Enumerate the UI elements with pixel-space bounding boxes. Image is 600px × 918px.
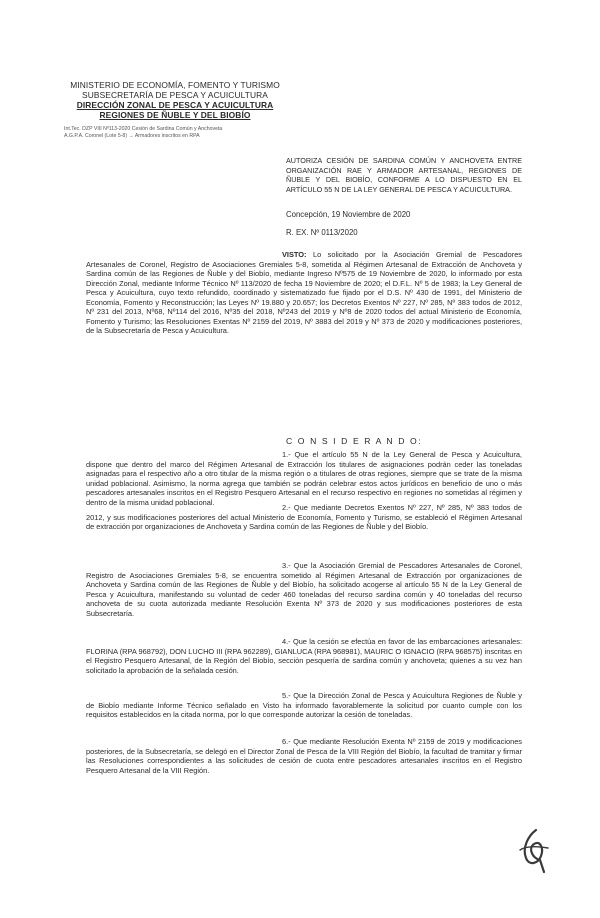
institution-header [60, 80, 290, 120]
visto-label: VISTO: [282, 250, 307, 259]
considerando-title: C O N S I D E R A N D O: [286, 436, 423, 446]
considerando-item: 4.- Que la cesión se efectúa en favor de las embarcaciones artesanales: FLORINA (RPA 968792), DON LUCHO III (RPA 962289), GIANLUCA (RPA 968981), MAURIC O IGNACIO (RPA 968575) inscritas en el Registro Pesquero Artesanal, de la Región del Biobío, sección pesquería de sardina común y anchoveta; quienes a su vez han solicitado la aprobación de la señalada cesión. [86, 637, 522, 675]
considerando-item: 5.- Que la Dirección Zonal de Pesca y Acuicultura Regiones de Ñuble y de Biobío mediante Informe Técnico señalado en Visto ha informado favorablemente la solicitud por cuanto cumple con los requisitos establecidos en la citada norma, por lo que corresponde autorizar la cesión de toneladas. [86, 691, 522, 719]
considerando-item: 3.- Que la Asociación Gremial de Pescadores Artesanales de Coronel, Registro de Asociaciones Gremiales 5-8, se encuentra sometido al Régimen Artesanal de Extracción por organizaciones de Anchoveta y Sardina común de las Regiones de Ñuble y del Biobío, ha solicitado acogerse al artículo 55 N de la Ley General de Pesca y Acuicultura, manifestando su voluntad de ceder 460 toneladas del recurso sardina común y 40 toneladas del recurso anchoveta de su cuota autorizada mediante Resolución Exenta Nº 373 de 2020 y sus modificaciones posteriores de esta Subsecretaría. [86, 561, 522, 618]
ministry-name: MINISTERIO DE ECONOMÍA, FOMENTO Y TURISMO [70, 80, 280, 90]
resolution-subject: AUTORIZA CESIÓN DE SARDINA COMÚN Y ANCHOVETA ENTRE ORGANIZACIÓN RAE Y ARMADOR ARTESANAL, REGIONES DE ÑUBLE Y DEL BIOBÍO, CONFORME A LO DISPUESTO EN EL ARTÍCULO 55 N DE LA LEY GENERAL DE PESCA Y ACUICULTURA. [286, 156, 522, 194]
signature-mark [514, 826, 554, 876]
visto-text: Lo solicitado por la Asociación Gremial de Pescadores Artesanales de Coronel, Registro de Asociaciones Gremiales 5-8, sometida al Régimen Artesanal de Extracción de Anchoveta y Sardina común de las Regiones de Ñuble y del Biobío, mediante Ingreso Nº575 de 19 Noviembre de 2020, lo informado por esta Dirección Zonal, mediante Informe Técnico Nº 113/2020 de fecha 19 Noviembre de 2020; el D.F.L. Nº 5 de 1983; la Ley General de Pesca y Acuicultura, cuyo texto refundido, coordinado y sistematizado fue fijado por el D.S. Nº 430 de 1991, del Ministerio de Economía, Fomento y Reconstrucción; las Leyes Nº 19.880 y 20.657; los Decretos Exentos Nº 227, Nº 285, Nº 383 todos de 2012, Nº 231 del 2013, Nº68, Nº114 del 2016, Nº35 del 2018, Nº243 del 2019 y Nº8 de 2020 todos del actual Ministerio de Economía, Fomento y Turismo; las Resoluciones Exentas Nº 2159 del 2019, Nº 3883 del 2019 y Nº 373 de 2020 y modificaciones posteriores, de la Subsecretaría de Pesca y Acuicultura. [86, 250, 522, 335]
considerando-item: 2.- Que mediante Decretos Exentos Nº 227, Nº 285, Nº 383 todos de 2012, y sus modificaciones posteriores del actual Ministerio de Economía, Fomento y Turismo, se estableció el Régimen Artesanal de extracción por organizaciones de Anchoveta y Sardina común de las Regiones de Ñuble y del Biobío. [86, 503, 522, 531]
considerando-item: 1.- Que el artículo 55 N de la Ley General de Pesca y Acuicultura, dispone que dentro del marco del Régimen Artesanal de Extracción los titulares de asignaciones podrán ceder las toneladas asignadas para el respectivo año a otro titular de la misma región o a titulares de otras regiones, siempre que se trate de la misma unidad poblacional. Asimismo, la norma agrega que también se podrán celebrar estos actos jurídicos en beneficio de uno o más pescadores artesanales inscritos en el Registro Pesquero Artesanal en el recurso respectivo en regiones no sometidas al régimen y dentro de la misma unidad poblacional. [86, 450, 522, 507]
resolution-number: R. EX. Nº 0113/2020 [286, 228, 358, 237]
place-date: Concepción, 19 Noviembre de 2020 [286, 210, 411, 219]
direccion-zonal-name: DIRECCIÓN ZONAL DE PESCA Y ACUICULTURA [76, 100, 274, 110]
reference-line: A.G.P.A. Coronel (Lote 5-8) → Armadores inscritos en RPA [64, 132, 200, 139]
reference-line: Int.Tec. DZP VIII Nº113-2020 Cesión de Sardina Común y Anchoveta [64, 126, 223, 132]
visto-paragraph [86, 250, 522, 336]
regiones-name: REGIONES DE ÑUBLE Y DEL BIOBÍO [99, 110, 251, 120]
subsecretaria-name: SUBSECRETARÍA DE PESCA Y ACUICULTURA [82, 90, 268, 100]
reference-block [64, 126, 294, 139]
considerando-item: 6.- Que mediante Resolución Exenta Nº 2159 de 2019 y modificaciones posteriores, de la Subsecretaría, se delegó en el Director Zonal de Pesca de la VIII Región del Biobío, la facultad de tramitar y firmar las Resoluciones correspondientes a las solicitudes de cesión de cuota entre pescadores artesanales inscritos en el Registro Pesquero Artesanal de la VIII Región. [86, 737, 522, 775]
